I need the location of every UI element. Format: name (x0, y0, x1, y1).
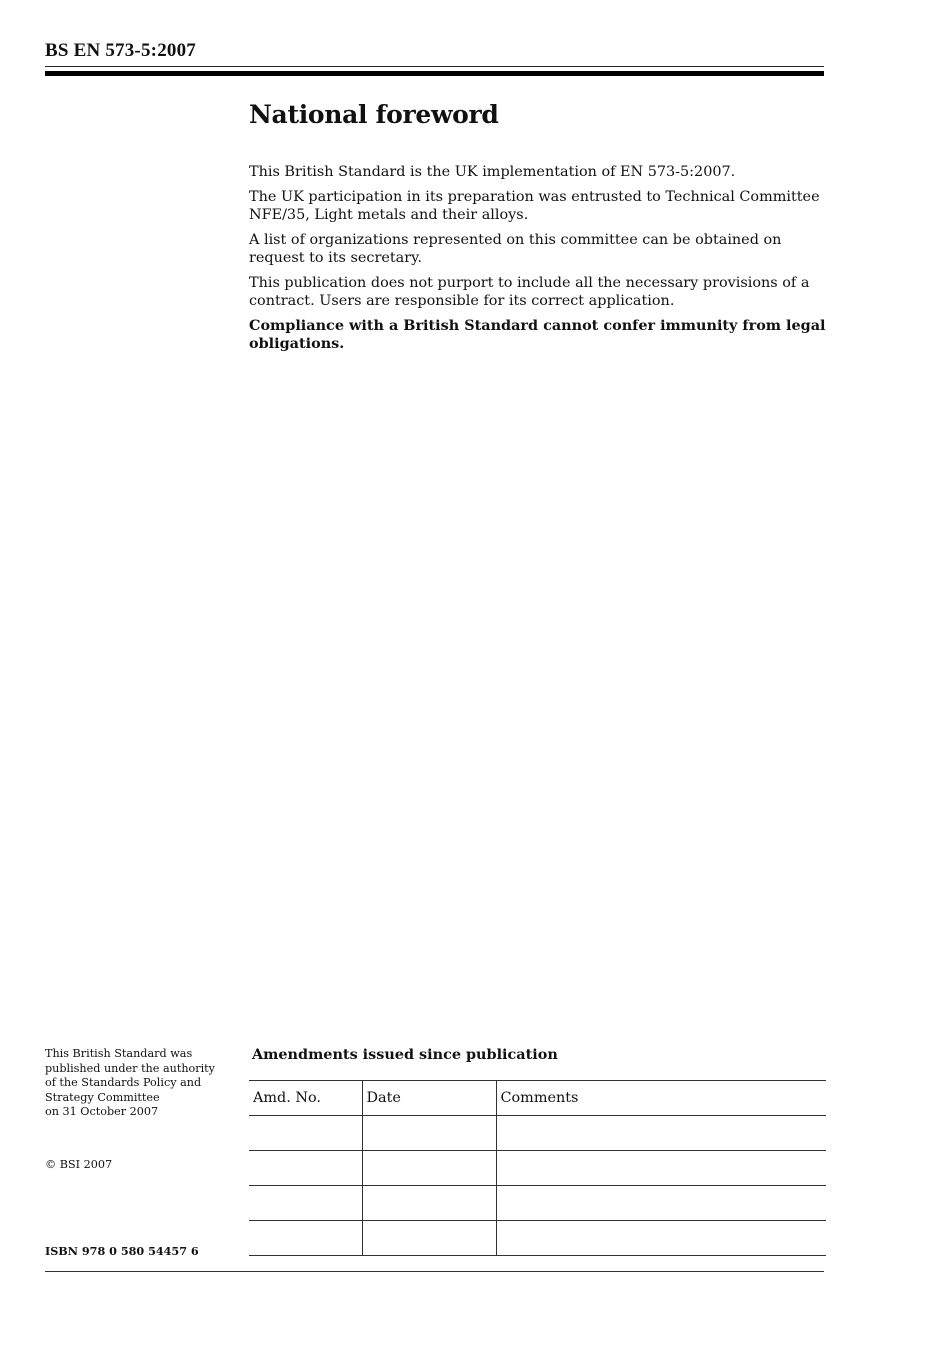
table-cell (362, 1116, 496, 1151)
footer-rule (45, 1271, 824, 1272)
table-cell (249, 1186, 362, 1221)
note-line: of the Standards Policy and (45, 1076, 202, 1089)
table-cell (496, 1186, 826, 1221)
table-cell (362, 1151, 496, 1186)
table-cell (362, 1221, 496, 1256)
table-cell (362, 1186, 496, 1221)
page-title: National foreword (249, 100, 499, 129)
table-row (249, 1186, 826, 1221)
publication-authority-note (45, 1047, 230, 1120)
table-cell (496, 1151, 826, 1186)
table-row (249, 1116, 826, 1151)
table-cell (249, 1116, 362, 1151)
foreword-paragraph: A list of organizations represented on this committee can be obtained on request to its secretary. (249, 232, 782, 266)
table-row (249, 1221, 826, 1256)
table-cell (249, 1221, 362, 1256)
column-header-amd-no: Amd. No. (249, 1081, 362, 1116)
foreword-paragraph: This British Standard is the UK implementation of EN 573-5:2007. (249, 164, 736, 180)
note-line: published under the authority (45, 1061, 215, 1075)
document-id: BS EN 573-5:2007 (45, 40, 196, 61)
isbn: ISBN 978 0 580 54457 6 (45, 1244, 199, 1258)
note-line: Strategy Committee (45, 1090, 160, 1104)
foreword-paragraph: This publication does not purport to include all the necessary provisions of a contract. Users are responsible for its correct application. (249, 275, 810, 309)
compliance-statement: Compliance with a British Standard cannot confer immunity from legal obligations. (249, 317, 826, 352)
header-thick-rule (45, 71, 824, 76)
foreword-paragraph: The UK participation in its preparation was entrusted to Technical Committee NFE/35, Light metals and their alloys. (249, 189, 820, 223)
table-row (249, 1151, 826, 1186)
note-line: This British Standard was (45, 1047, 193, 1060)
column-header-comments: Comments (496, 1081, 826, 1116)
note-line: on 31 October 2007 (45, 1105, 159, 1118)
table-cell (249, 1151, 362, 1186)
table-header-row (249, 1081, 826, 1116)
foreword-body (249, 163, 829, 360)
column-header-date: Date (362, 1081, 496, 1116)
amendments-table (249, 1080, 826, 1256)
copyright-notice: © BSI 2007 (45, 1158, 113, 1171)
table-cell (496, 1116, 826, 1151)
table-cell (496, 1221, 826, 1256)
header-thin-rule (45, 66, 824, 67)
amendments-heading: Amendments issued since publication (252, 1046, 558, 1063)
